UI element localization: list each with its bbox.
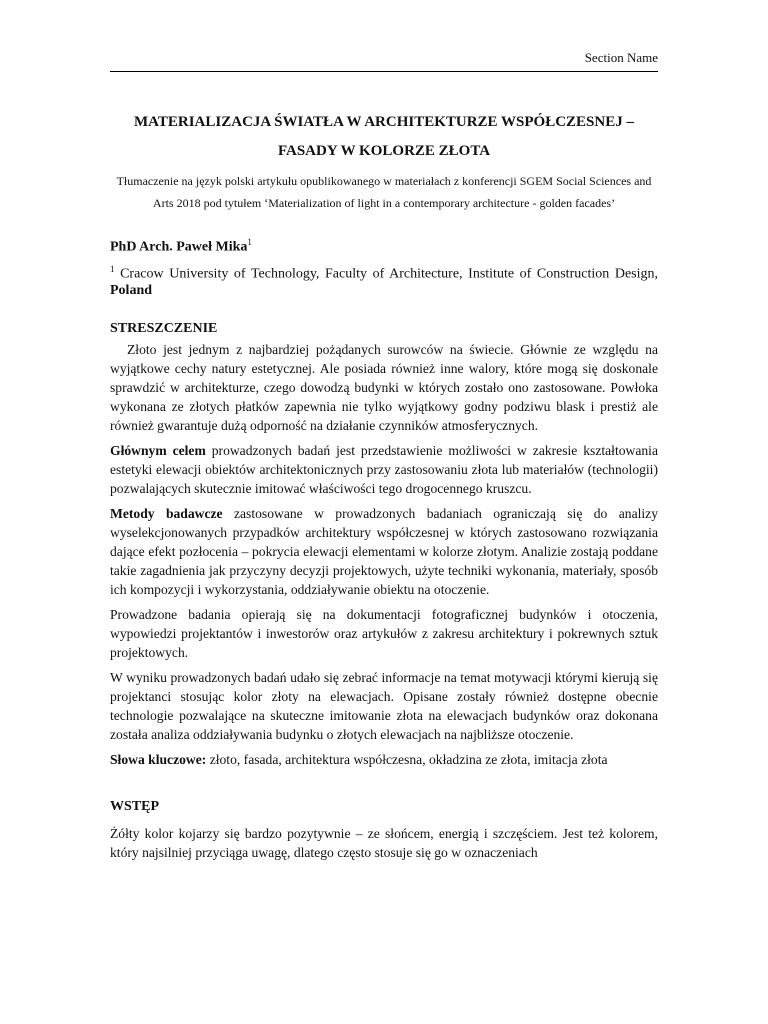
aim-lead: Głównym celem: [110, 443, 206, 459]
title-line-1: MATERIALIZACJA ŚWIATŁA W ARCHITEKTURZE WSPÓŁCZESNEJ –: [134, 114, 634, 130]
intro-paragraph-1: Żółty kolor kojarzy się bardzo pozytywnie – ze słońcem, energią i szczęściem. Jest też kolorem, który najsilniej przyciąga uwagę, dlatego często stosuje się go w oznaczeniach: [110, 826, 658, 861]
author-superscript: 1: [247, 237, 252, 247]
affiliation: [110, 261, 658, 300]
keywords-lead: Słowa kluczowe:: [110, 752, 207, 768]
paper-title: [110, 108, 658, 166]
abstract-paragraph-aim: [110, 441, 658, 498]
methods-text: zastosowane w prowadzonych badaniach ograniczają się do analizy wyselekcjonowanych przypadków architektury współczesnej w których zastosowano rozwiązania dające efekt pozłocenia – pokrycia elewacji elementami w kolorze złotym. Analizie zostają poddane takie zagadnienia jak przyczyny decyzji projektowych, użyte techniki wykonania, materiały, sposób ich kompozycji i wykorzystania, oddziaływanie obiektu na otoczenie.: [110, 506, 658, 598]
translation-note: Tłumaczenie na język polski artykułu opublikowanego w materiałach z konferencji SGEM Social Sciences and Arts 2018 pod tytułem ‘Materialization of light in a contemporary architecture - golden facades’: [116, 174, 652, 210]
author-line: [110, 237, 658, 256]
affiliation-superscript: 1: [110, 263, 115, 274]
abstract-paragraph-methods: [110, 504, 658, 599]
abstract-paragraph-1: Złoto jest jednym z najbardziej pożądanych surowców na świecie. Głównie ze względu na wyjątkowe cechy natury estetycznej. Ale posiada również inne walory, które mogą się doskonale sprawdzić w architekturze, czego dowodzą budynki w których zostało ono zastosowane. Powłoka wykonana ze złotych płatków zapewnia nie tylko wyjątkowy godny podziwu blask i prestiż ale również gwarantuje dużą odporność na działanie czynników atmosferycznych.: [110, 342, 658, 434]
title-line-2: FASADY W KOLORZE ZŁOTA: [277, 143, 491, 159]
affiliation-text: Cracow University of Technology, Faculty of Architecture, Institute of Construction Design,: [114, 266, 658, 282]
affiliation-country: Poland: [110, 283, 153, 299]
author-name: PhD Arch. Paweł Mika: [110, 239, 248, 255]
running-header: [110, 50, 658, 72]
paper-content: [110, 108, 658, 862]
intro-heading: WSTĘP: [110, 799, 160, 815]
aim-text: prowadzonych badań jest przedstawienie możliwości w zakresie kształtowania estetyki elewacji obiektów architektonicznych przy zastosowaniu złota lub materiałów (technologii) pozwalających skutecznie imitować właściwości tego drogocennego kruszcu.: [110, 443, 658, 497]
keywords-text: złoto, fasada, architektura współczesna, okładzina ze złota, imitacja złota: [206, 752, 608, 768]
section-name: Section Name: [584, 50, 658, 65]
methods-lead: Metody badawcze: [110, 506, 223, 522]
abstract-paragraph-4: Prowadzone badania opierają się na dokumentacji fotograficznej budynków i otoczenia, wypowiedzi projektantów i inwestorów oraz artykułów z zakresu architektury i pokrewnych sztuk projektowych.: [110, 607, 658, 661]
abstract-paragraph-5: W wyniku prowadzonych badań udało się zebrać informacje na temat motywacji którymi kierują się projektanci stosując kolor złoty na elewacjach. Opisane zostały również dostępne obecnie technologie pozwalające na skuteczne imitowanie złota na elewacjach budynków oraz dokonana została analiza oddziaływania budynku o złotych elewacjach na najbliższe otoczenie.: [110, 670, 658, 743]
abstract-heading: STRESZCZENIE: [110, 321, 218, 337]
keywords-paragraph: [110, 750, 658, 769]
